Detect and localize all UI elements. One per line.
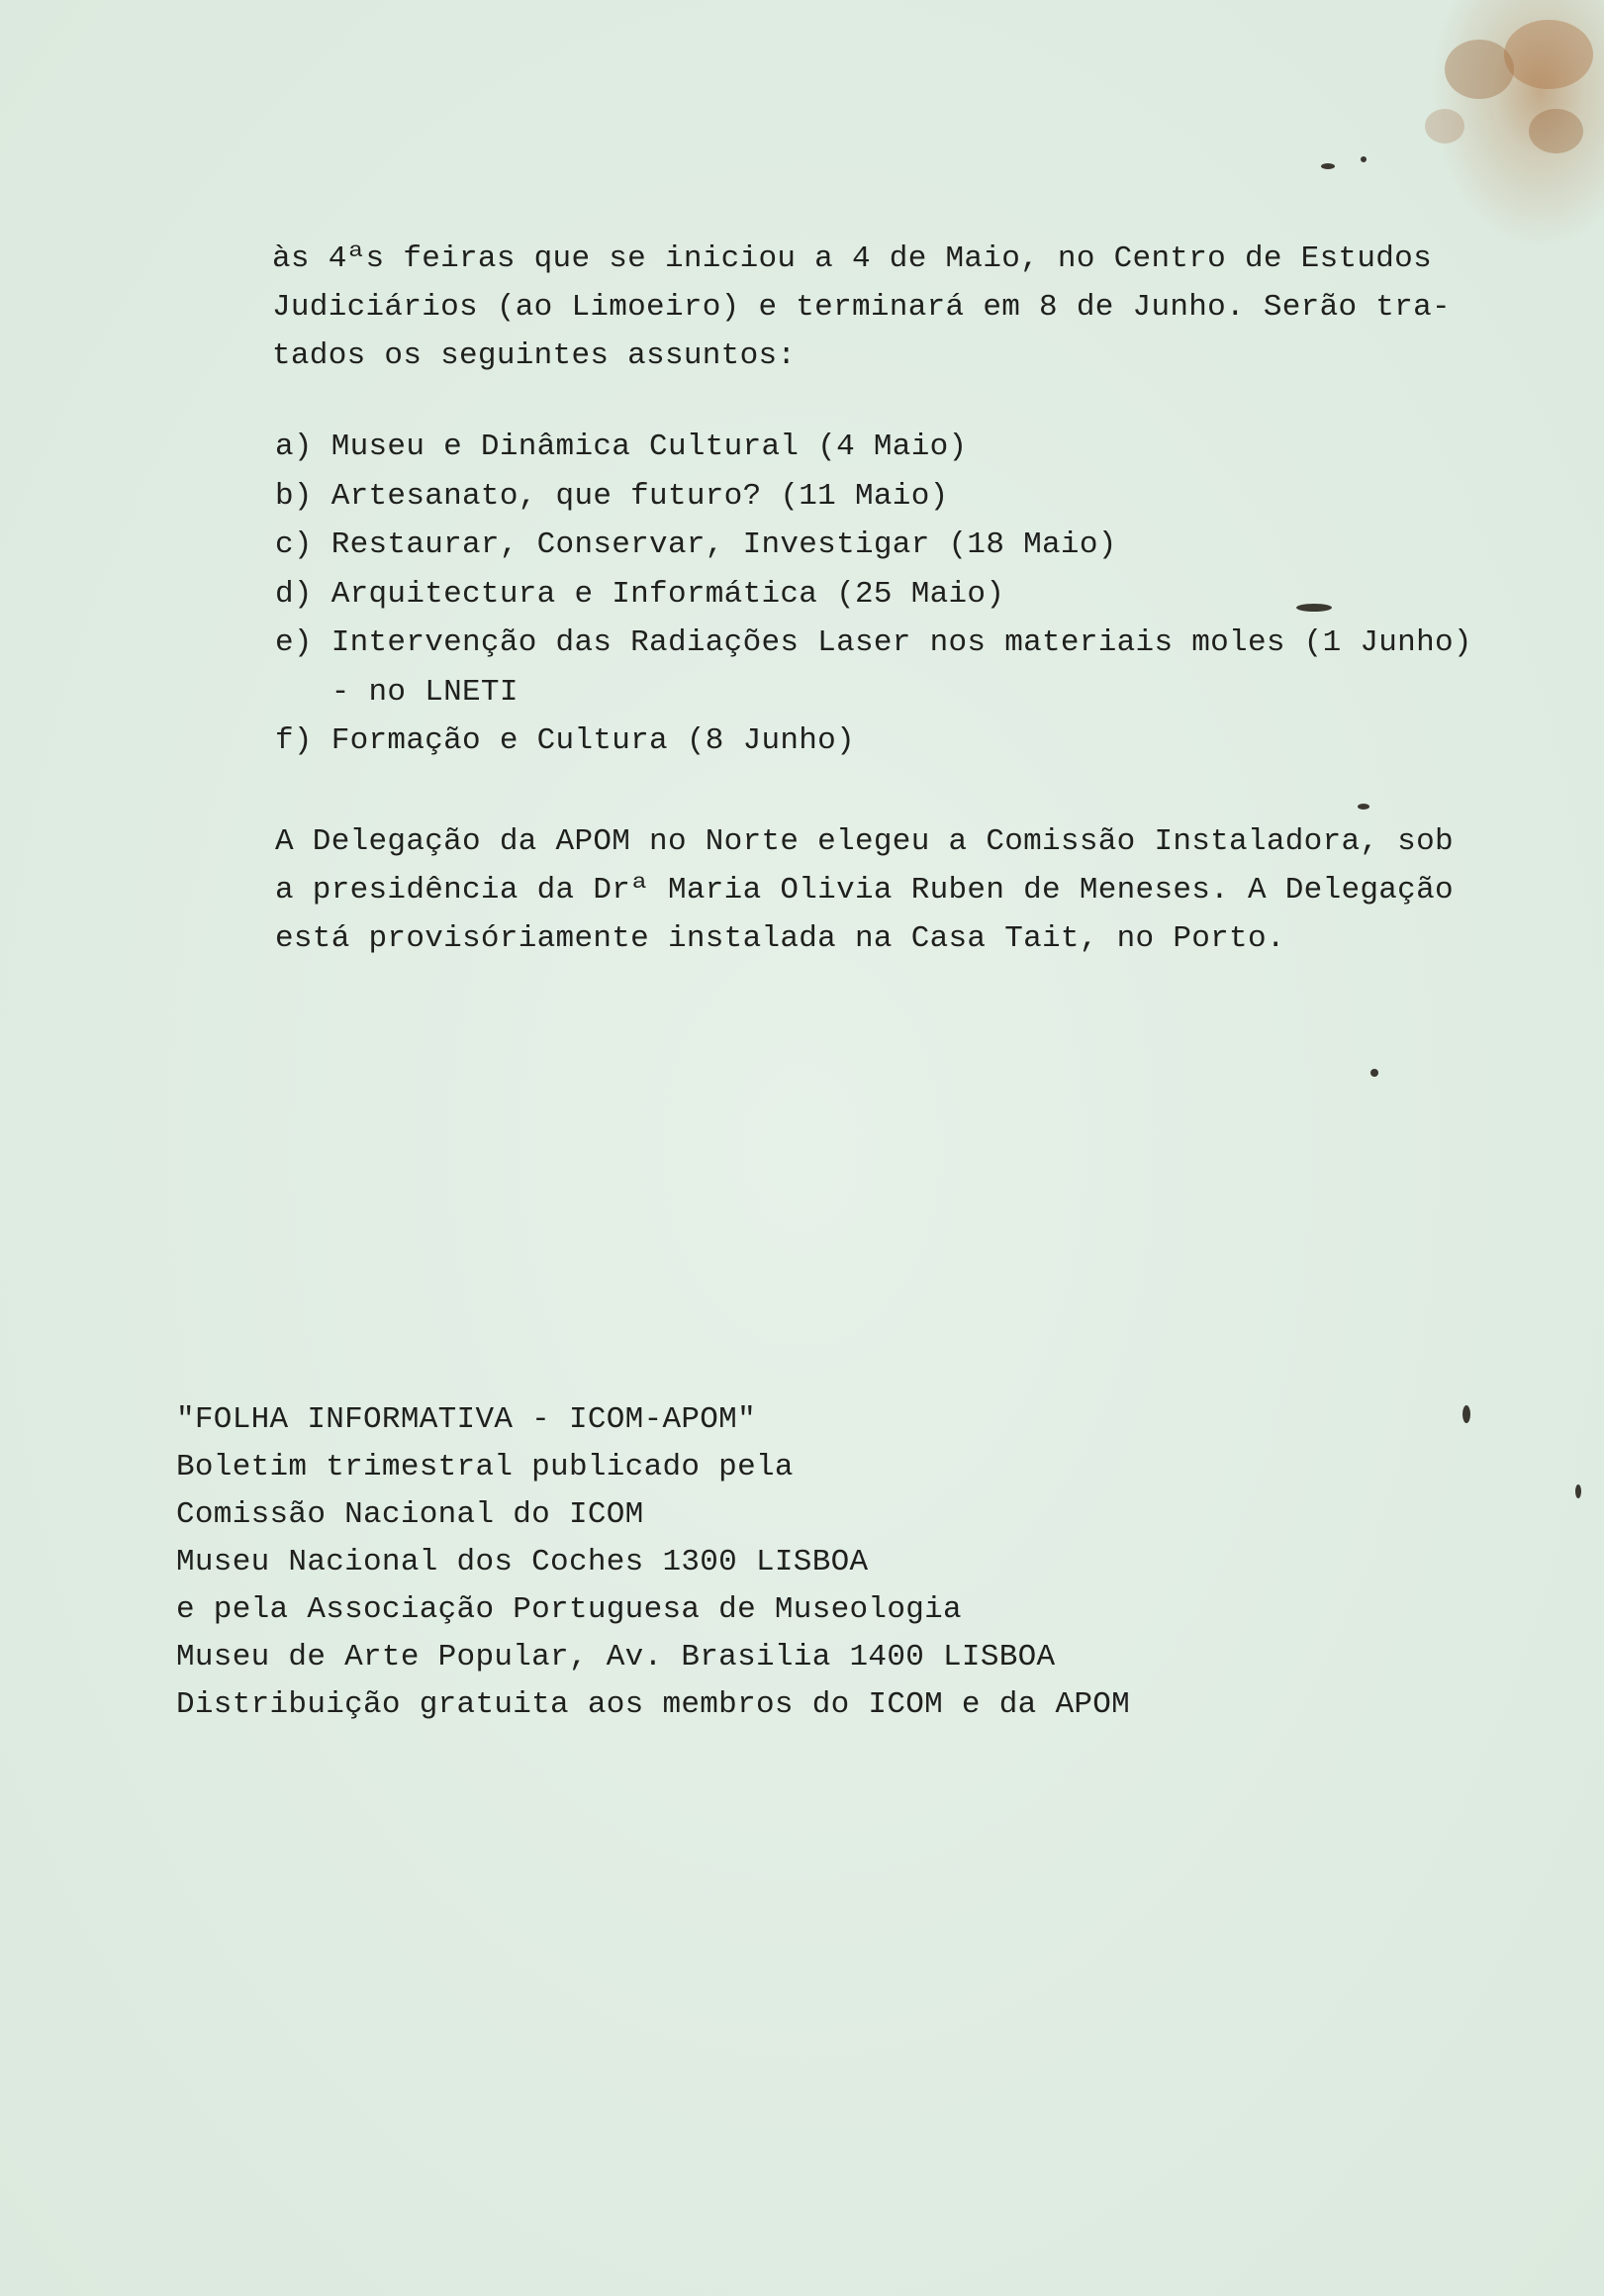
ink-speck [1370,1069,1378,1077]
topic-item: - no LNETI [275,674,519,710]
delegation-line: A Delegação da APOM no Norte elegeu a Comissão Instaladora, sob [275,824,1454,859]
stain-mark [1529,109,1583,153]
colophon-line: "FOLHA INFORMATIVA - ICOM-APOM" [176,1402,756,1437]
ink-speck [1358,804,1369,810]
show-through-heading [40,59,67,185]
colophon-line: Distribuição gratuita aos membros do ICOM e da APOM [176,1687,1131,1722]
topic-item: e) Intervenção das Radiações Laser nos materiais moles (1 Junho) [275,625,1472,660]
colophon-line: Museu Nacional dos Coches 1300 LISBOA [176,1545,869,1579]
topic-item: a) Museu e Dinâmica Cultural (4 Maio) [275,430,968,464]
ink-speck [1575,1484,1581,1498]
show-through-band [584,1306,607,1408]
delegation-line: está provisóriamente instalada na Casa Tait, no Porto. [275,921,1285,956]
ink-speck [1321,163,1335,169]
ink-speck [1361,156,1367,162]
topic-item: d) Arquitectura e Informática (25 Maio) [275,576,1005,612]
topic-item: c) Restaurar, Conservar, Investigar (18 Maio) [275,527,1117,562]
stain-mark [1425,109,1464,144]
colophon-line: Museu de Arte Popular, Av. Brasilia 1400 LISBOA [176,1640,1056,1674]
intro-line: Judiciários (ao Limoeiro) e terminará em 8 de Junho. Serão tra- [272,290,1451,325]
delegation-line: a presidência da Drª Maria Olivia Ruben de Meneses. A Delegação [275,873,1454,908]
intro-line: tados os seguintes assuntos: [272,338,797,373]
colophon-line: Boletim trimestral publicado pela [176,1450,794,1484]
topic-item: b) Artesanato, que futuro? (11 Maio) [275,478,949,514]
ink-speck [1462,1405,1470,1423]
topics-list [275,423,1472,766]
topic-item: f) Formação e Cultura (8 Junho) [275,723,855,758]
stain-mark [1504,20,1593,89]
colophon-line: Comissão Nacional do ICOM [176,1497,644,1532]
intro-line: às 4ªs feiras que se iniciou a 4 de Maio, no Centro de Estudos [272,241,1432,276]
colophon-line: e pela Associação Portuguesa de Museologia [176,1592,962,1627]
